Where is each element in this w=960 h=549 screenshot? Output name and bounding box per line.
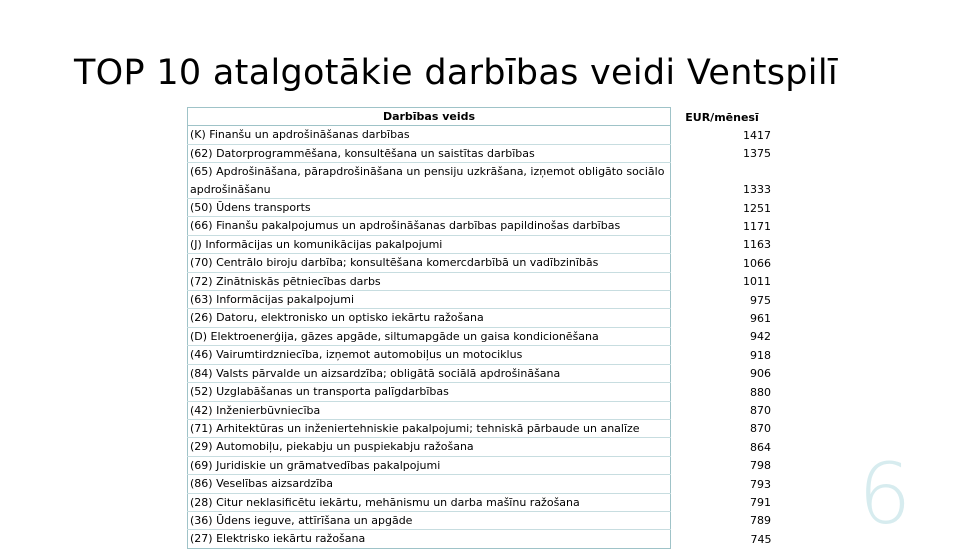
table-row <box>188 419 774 437</box>
salary-cell: 1066 <box>743 256 771 270</box>
salary-cell: 942 <box>750 330 771 344</box>
activity-cell: (K) Finanšu un apdrošināšanas darbības <box>188 126 671 144</box>
activity-cell: (42) Inženierbūvniecība <box>188 401 671 419</box>
table-row <box>188 530 774 548</box>
salary-cell: 745 <box>750 532 772 546</box>
table-row <box>188 327 774 345</box>
table-row <box>188 126 774 144</box>
salary-cell: 961 <box>750 311 771 325</box>
slide-title: TOP 10 atalgotākie darbības veidi Ventspilī <box>74 53 838 93</box>
activity-cell: (63) Informācijas pakalpojumi <box>188 291 671 309</box>
activity-cell: (50) Ūdens transports <box>188 199 671 217</box>
table-row <box>188 364 774 382</box>
salary-cell: 1251 <box>743 201 771 215</box>
salary-cell: 1333 <box>743 183 771 197</box>
table-body <box>188 126 774 548</box>
activity-cell: (65) Apdrošināšana, pārapdrošināšana un pensiju uzkrāšana, izņemot obligāto sociālo apdrošināšanu <box>188 163 671 199</box>
activity-cell: (29) Automobiļu, piekabju un puspiekabju ražošana <box>188 438 671 456</box>
table-row <box>188 235 774 253</box>
salary-table <box>187 107 774 549</box>
table-row <box>188 456 774 474</box>
activity-cell: (D) Elektroenerģija, gāzes apgāde, siltumapgāde un gaisa kondicionēšana <box>188 327 671 345</box>
salary-cell: 918 <box>750 348 771 362</box>
activity-cell: (66) Finanšu pakalpojumus un apdrošināšanas darbības papildinošas darbības <box>188 217 671 235</box>
salary-cell: 1163 <box>743 238 771 252</box>
activity-cell: (71) Arhitektūras un inženiertehniskie pakalpojumi; tehniskā pārbaude un analīze <box>188 419 671 437</box>
activity-cell: (69) Juridiskie un grāmatvedības pakalpojumi <box>188 456 671 474</box>
table-row <box>188 217 774 235</box>
salary-cell: 1375 <box>743 147 771 161</box>
activity-cell: (26) Datoru, elektronisko un optisko iekārtu ražošana <box>188 309 671 327</box>
table-row <box>188 401 774 419</box>
table-row <box>188 475 774 493</box>
activity-cell: (72) Zinātniskās pētniecības darbs <box>188 272 671 290</box>
activity-cell: (36) Ūdens ieguve, attīrīšana un apgāde <box>188 511 671 529</box>
activity-cell: (52) Uzglabāšanas un transporta palīgdarbības <box>188 383 671 401</box>
salary-cell: 864 <box>750 440 771 454</box>
table-row <box>188 346 774 364</box>
salary-cell: 870 <box>750 422 771 436</box>
activity-cell: (62) Datorprogrammēšana, konsultēšana un saistītas darbības <box>188 144 671 162</box>
table-row <box>188 309 774 327</box>
table-row <box>188 163 774 199</box>
activity-cell: (46) Vairumtirdzniecība, izņemot automobiļus un motociklus <box>188 346 671 364</box>
table-row <box>188 383 774 401</box>
table-row <box>188 291 774 309</box>
column-header-eur-month: EUR/mēnesī <box>685 110 759 124</box>
activity-cell: (86) Veselības aizsardzība <box>188 475 671 493</box>
table-row <box>188 438 774 456</box>
salary-cell: 1011 <box>743 275 771 289</box>
salary-cell: 880 <box>750 385 771 399</box>
table-row <box>188 144 774 162</box>
table-row <box>188 199 774 217</box>
salary-cell: 798 <box>750 459 771 473</box>
salary-cell: 870 <box>750 404 771 417</box>
table-row <box>188 493 774 511</box>
salary-cell: 789 <box>750 514 771 528</box>
salary-cell: 791 <box>750 496 771 510</box>
activity-cell: (70) Centrālo biroju darbība; konsultēšana komercdarbībā un vadībzinībās <box>188 254 671 272</box>
activity-cell: (84) Valsts pārvalde un aizsardzība; obligātā sociālā apdrošināšana <box>188 364 671 382</box>
salary-cell: 793 <box>750 477 771 491</box>
salary-cell: 1171 <box>743 219 771 233</box>
salary-cell: 906 <box>750 367 771 381</box>
column-header-activity: Darbības veids <box>188 108 671 126</box>
salary-cell: 975 <box>750 293 771 307</box>
table-row <box>188 272 774 290</box>
activity-cell: (J) Informācijas un komunikācijas pakalpojumi <box>188 235 671 253</box>
table-row <box>188 254 774 272</box>
table-row <box>188 511 774 529</box>
table-header-row <box>188 108 774 126</box>
activity-cell: (28) Citur neklasificētu iekārtu, mehānismu un darba mašīnu ražošana <box>188 493 671 511</box>
salary-cell: 1417 <box>743 128 771 142</box>
page-number: 6 <box>858 445 912 543</box>
activity-cell: (27) Elektrisko iekārtu ražošana <box>188 530 671 548</box>
